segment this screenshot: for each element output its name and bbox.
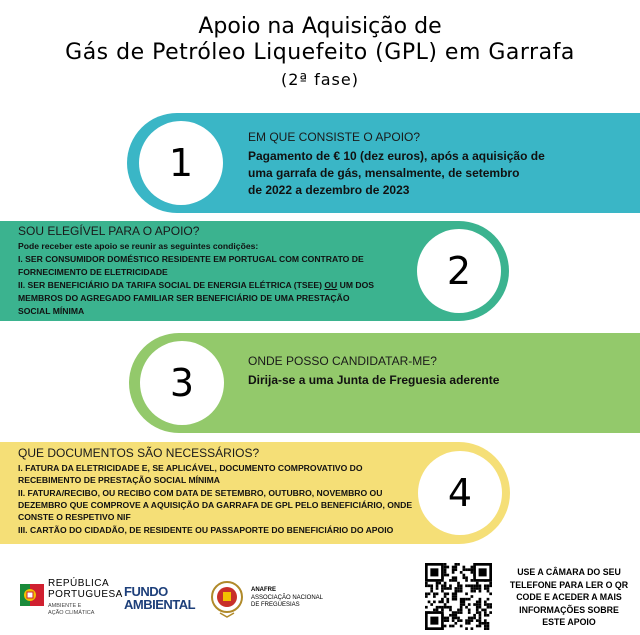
logo3-line1: ANAFRE [251,587,276,593]
section-1-text-1: Pagamento de € 10 (dez euros), após a aquisição de [248,149,545,163]
logo3-line3: DE FREGUESIAS [251,602,300,608]
logo2-line2: AMBIENTAL [124,597,196,612]
logo1-line2: PORTUGUESA [48,589,123,600]
qr-code[interactable] [424,563,493,630]
section-1-number: 1 [139,121,223,205]
section-1-heading: EM QUE CONSISTE O APOIO? [248,130,421,144]
section-1-text-2: uma garrafa de gás, mensalmente, de setembro [248,166,520,180]
section-2-item1-line1: I. SER CONSUMIDOR DOMÉSTICO RESIDENTE EM PORTUGAL COM CONTRATO DE [18,254,364,264]
section-2-item2-ou: OU [324,280,338,290]
title-line-1: Apoio na Aquisição de [198,14,442,39]
section-4-line-6: III. CARTÃO DO CIDADÃO, DE RESIDENTE OU PASSAPORTE DO BENEFICIÁRIO DO APOIO [18,525,394,535]
section-4-line-4: DEZEMBRO QUE COMPROVE A AQUISIÇÃO DA GARRAFA DE GPL PELO BENEFICIÁRIO, ONDE [18,500,413,510]
section-3-number: 3 [140,341,224,425]
section-4-line-2: RECEBIMENTO DE PRESTAÇÃO SOCIAL MÍNIMA [18,475,220,485]
section-4-line-5: CONSTE O RESPETIVO NIF [18,512,131,522]
qr-text-2: TELEFONE PARA LER O QR [509,579,629,590]
qr-instructions [498,566,640,629]
section-1-text-3: de 2022 a dezembro de 2023 [248,183,410,197]
section-3-heading: ONDE POSSO CANDIDATAR-ME? [248,354,437,368]
qr-code-icon [424,563,493,630]
section-4-line-3: II. FATURA/RECIBO, OU RECIBO COM DATA DE SETEMBRO, OUTUBRO, NOVEMBRO OU [18,488,383,498]
anafre-emblem-icon [210,580,244,618]
section-3-text: Dirija-se a uma Junta de Freguesia aderente [248,373,500,387]
logo3-line2: ASSOCIAÇÃO NACIONAL [251,595,324,601]
logo2-line1: FUNDO [124,584,168,599]
coat-of-arms-icon [20,580,44,610]
section-2-item2-line3: SOCIAL MÍNIMA [18,306,85,316]
qr-text-3: CODE E ACEDER A MAIS [516,592,622,602]
section-2-item2-text-b: UM DOS [339,280,375,290]
logo1-sub2: AÇÃO CLIMÁTICA [48,610,95,616]
logo1-line1: REPÚBLICA [48,578,110,589]
section-2-item2-text-a: II. SER BENEFICIÁRIO DA TARIFA SOCIAL DE ENERGIA ELÉTRICA (TSEE) [18,280,322,290]
republica-portuguesa-logo [20,578,130,623]
section-4-number: 4 [418,451,502,535]
title-line-2: Gás de Petróleo Liquefeito (GPL) em Garrafa [65,40,575,65]
qr-text-1: USE A CÂMARA DO SEU [517,567,621,577]
logo1-sub1: AMBIENTE E [48,603,82,609]
section-2-item2-line2: MEMBROS DO AGREGADO FAMILIAR SER BENEFICIÁRIO DE UMA PRESTAÇÃO [18,293,350,303]
section-4-line-1: I. FATURA DA ELETRICIDADE E, SE APLICÁVEL, DOCUMENTO COMPROVATIVO DO [18,463,363,473]
section-2-intro: Pode receber este apoio se reunir as seguintes condições: [18,241,259,251]
anafre-logo [210,578,340,622]
fundo-ambiental-logo [124,584,208,616]
section-2-item2-line1 [18,279,374,292]
qr-text-4: INFORMAÇÕES SOBRE [519,604,619,615]
section-2-heading: SOU ELEGÍVEL PARA O APOIO? [18,224,200,238]
section-4-heading: QUE DOCUMENTOS SÃO NECESSÁRIOS? [18,446,260,460]
qr-text-5: ESTE APOIO [542,617,596,627]
section-2-number: 2 [417,229,501,313]
title-line-3: (2ª fase) [281,70,359,89]
section-2-item1-line2: FORNECIMENTO DE ELETRICIDADE [18,267,168,277]
